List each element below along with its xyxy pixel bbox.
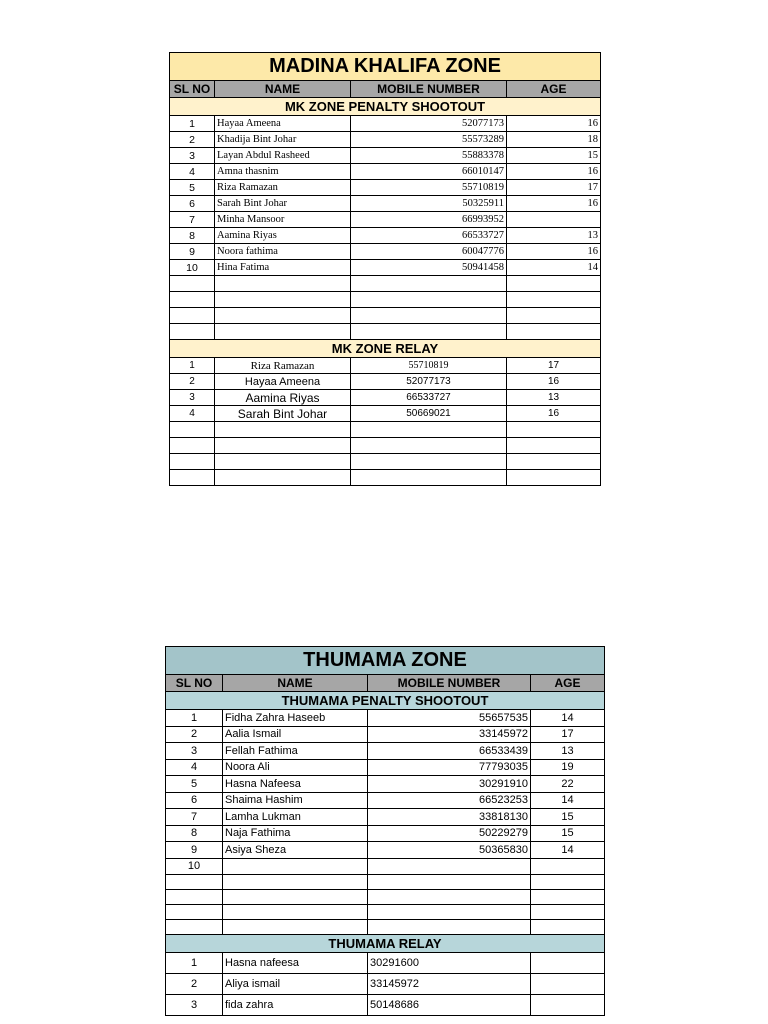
table-row — [170, 228, 601, 244]
name-cell: fida zahra — [223, 995, 368, 1016]
name-cell: Riza Ramazan — [215, 180, 351, 196]
name-cell — [223, 858, 368, 875]
mobile-cell: 55710819 — [351, 358, 507, 374]
mobile-cell: 55710819 — [351, 180, 507, 196]
sl-cell: 6 — [170, 196, 215, 212]
age-cell: 15 — [531, 809, 605, 826]
header-age: AGE — [507, 81, 601, 98]
sl-cell: 7 — [170, 212, 215, 228]
sl-cell: 10 — [170, 260, 215, 276]
header-mobile-number: MOBILE NUMBER — [368, 675, 531, 692]
mobile-cell: 50148686 — [368, 995, 531, 1016]
age-cell: 14 — [531, 792, 605, 809]
table-row — [166, 858, 605, 875]
table-row — [170, 390, 601, 406]
age-cell: 17 — [507, 358, 601, 374]
table-row — [166, 953, 605, 974]
mobile-cell: 66533439 — [368, 743, 531, 760]
sl-cell: 7 — [166, 809, 223, 826]
age-cell — [531, 974, 605, 995]
age-cell: 16 — [507, 244, 601, 260]
age-cell: 17 — [507, 180, 601, 196]
sl-cell: 5 — [170, 180, 215, 196]
thumama-zone-table — [165, 646, 605, 1016]
table-row — [170, 212, 601, 228]
sl-cell: 8 — [166, 825, 223, 842]
name-cell: Hasna nafeesa — [223, 953, 368, 974]
age-cell: 14 — [531, 710, 605, 727]
mobile-cell: 55657535 — [368, 710, 531, 727]
sl-cell: 3 — [170, 390, 215, 406]
name-cell: Fidha Zahra Haseeb — [223, 710, 368, 727]
sl-cell: 6 — [166, 792, 223, 809]
section-title-penalty: THUMAMA PENALTY SHOOTOUT — [166, 692, 605, 710]
age-cell: 14 — [507, 260, 601, 276]
table-row — [166, 776, 605, 793]
table-row — [170, 374, 601, 390]
sl-cell: 1 — [170, 358, 215, 374]
table-row — [166, 995, 605, 1016]
name-cell: Noora Ali — [223, 759, 368, 776]
mobile-cell: 66533727 — [351, 390, 507, 406]
age-cell: 18 — [507, 132, 601, 148]
empty-row — [166, 920, 605, 935]
sl-cell: 9 — [170, 244, 215, 260]
age-cell: 19 — [531, 759, 605, 776]
mobile-cell: 52077173 — [351, 374, 507, 390]
table-row — [166, 743, 605, 760]
age-cell: 13 — [507, 390, 601, 406]
zone-title: THUMAMA ZONE — [166, 647, 605, 675]
mobile-cell: 50669021 — [351, 406, 507, 422]
name-cell: Shaima Hashim — [223, 792, 368, 809]
name-cell: Aliya ismail — [223, 974, 368, 995]
table-row — [166, 710, 605, 727]
empty-row — [170, 470, 601, 486]
section-title-penalty: MK ZONE PENALTY SHOOTOUT — [170, 98, 601, 116]
age-cell: 14 — [531, 842, 605, 859]
table-row — [166, 974, 605, 995]
sl-cell: 4 — [166, 759, 223, 776]
empty-row — [170, 438, 601, 454]
sl-cell: 3 — [166, 743, 223, 760]
name-cell: Aalia Ismail — [223, 726, 368, 743]
age-cell: 13 — [507, 228, 601, 244]
sl-cell: 2 — [170, 374, 215, 390]
name-cell: Lamha Lukman — [223, 809, 368, 826]
age-cell: 16 — [507, 164, 601, 180]
empty-row — [170, 422, 601, 438]
table-row — [166, 842, 605, 859]
mobile-cell — [368, 858, 531, 875]
table-row — [170, 196, 601, 212]
empty-row — [170, 324, 601, 340]
mobile-cell: 66533727 — [351, 228, 507, 244]
table-row — [170, 358, 601, 374]
section-title-relay: THUMAMA RELAY — [166, 935, 605, 953]
age-cell — [531, 995, 605, 1016]
table-row — [170, 260, 601, 276]
sl-cell: 3 — [166, 995, 223, 1016]
sl-cell: 8 — [170, 228, 215, 244]
empty-row — [166, 875, 605, 890]
age-cell: 17 — [531, 726, 605, 743]
empty-row — [166, 905, 605, 920]
table-row — [166, 825, 605, 842]
age-cell: 16 — [507, 374, 601, 390]
table-row — [170, 132, 601, 148]
sl-cell: 4 — [170, 406, 215, 422]
name-cell: Hayaa Ameena — [215, 374, 351, 390]
name-cell: Minha Mansoor — [215, 212, 351, 228]
mobile-cell: 52077173 — [351, 116, 507, 132]
empty-row — [170, 292, 601, 308]
table-row — [166, 726, 605, 743]
sl-cell: 2 — [170, 132, 215, 148]
sl-cell: 10 — [166, 858, 223, 875]
name-cell: Riza Ramazan — [215, 358, 351, 374]
header-age: AGE — [531, 675, 605, 692]
mobile-cell: 50365830 — [368, 842, 531, 859]
mobile-cell: 77793035 — [368, 759, 531, 776]
age-cell — [531, 858, 605, 875]
age-cell: 16 — [507, 116, 601, 132]
name-cell: Sarah Bint Johar — [215, 196, 351, 212]
header-sl-no: SL NO — [166, 675, 223, 692]
mobile-cell: 33145972 — [368, 974, 531, 995]
name-cell: Layan Abdul Rasheed — [215, 148, 351, 164]
madina-khalifa-zone-table — [169, 52, 601, 486]
header-mobile-number: MOBILE NUMBER — [351, 81, 507, 98]
mobile-cell: 30291600 — [368, 953, 531, 974]
mobile-cell: 66993952 — [351, 212, 507, 228]
table-row — [170, 148, 601, 164]
empty-row — [170, 308, 601, 324]
age-cell: 15 — [531, 825, 605, 842]
column-header-row — [166, 675, 605, 692]
name-cell: Aamina Riyas — [215, 228, 351, 244]
table-row — [170, 116, 601, 132]
age-cell: 13 — [531, 743, 605, 760]
sl-cell: 4 — [170, 164, 215, 180]
name-cell: Amna thasnim — [215, 164, 351, 180]
table-row — [166, 759, 605, 776]
column-header-row — [170, 81, 601, 98]
age-cell — [531, 953, 605, 974]
table-row — [170, 406, 601, 422]
sl-cell: 5 — [166, 776, 223, 793]
sl-cell: 2 — [166, 726, 223, 743]
sl-cell: 1 — [166, 710, 223, 727]
name-cell: Aamina Riyas — [215, 390, 351, 406]
mobile-cell: 50325911 — [351, 196, 507, 212]
mobile-cell: 60047776 — [351, 244, 507, 260]
name-cell: Sarah Bint Johar — [215, 406, 351, 422]
header-name: NAME — [215, 81, 351, 98]
name-cell: Hina Fatima — [215, 260, 351, 276]
age-cell: 16 — [507, 406, 601, 422]
header-name: NAME — [223, 675, 368, 692]
name-cell: Khadija Bint Johar — [215, 132, 351, 148]
mobile-cell: 55883378 — [351, 148, 507, 164]
name-cell: Fellah Fathima — [223, 743, 368, 760]
sl-cell: 3 — [170, 148, 215, 164]
name-cell: Hasna Nafeesa — [223, 776, 368, 793]
age-cell: 15 — [507, 148, 601, 164]
name-cell: Hayaa Ameena — [215, 116, 351, 132]
sl-cell: 9 — [166, 842, 223, 859]
table-row — [166, 792, 605, 809]
header-sl-no: SL NO — [170, 81, 215, 98]
empty-row — [170, 276, 601, 292]
table-row — [170, 180, 601, 196]
mobile-cell: 50941458 — [351, 260, 507, 276]
sl-cell: 1 — [166, 953, 223, 974]
mobile-cell: 55573289 — [351, 132, 507, 148]
mobile-cell: 50229279 — [368, 825, 531, 842]
mobile-cell: 66010147 — [351, 164, 507, 180]
sl-cell: 2 — [166, 974, 223, 995]
age-cell: 16 — [507, 196, 601, 212]
name-cell: Asiya Sheza — [223, 842, 368, 859]
section-title-relay: MK ZONE RELAY — [170, 340, 601, 358]
table-row — [166, 809, 605, 826]
age-cell — [507, 212, 601, 228]
name-cell: Naja Fathima — [223, 825, 368, 842]
mobile-cell: 33818130 — [368, 809, 531, 826]
empty-row — [166, 890, 605, 905]
mobile-cell: 66523253 — [368, 792, 531, 809]
table-row — [170, 164, 601, 180]
mobile-cell: 30291910 — [368, 776, 531, 793]
age-cell: 22 — [531, 776, 605, 793]
empty-row — [170, 454, 601, 470]
zone-title: MADINA KHALIFA ZONE — [170, 53, 601, 81]
mobile-cell: 33145972 — [368, 726, 531, 743]
name-cell: Noora fathima — [215, 244, 351, 260]
table-row — [170, 244, 601, 260]
sl-cell: 1 — [170, 116, 215, 132]
